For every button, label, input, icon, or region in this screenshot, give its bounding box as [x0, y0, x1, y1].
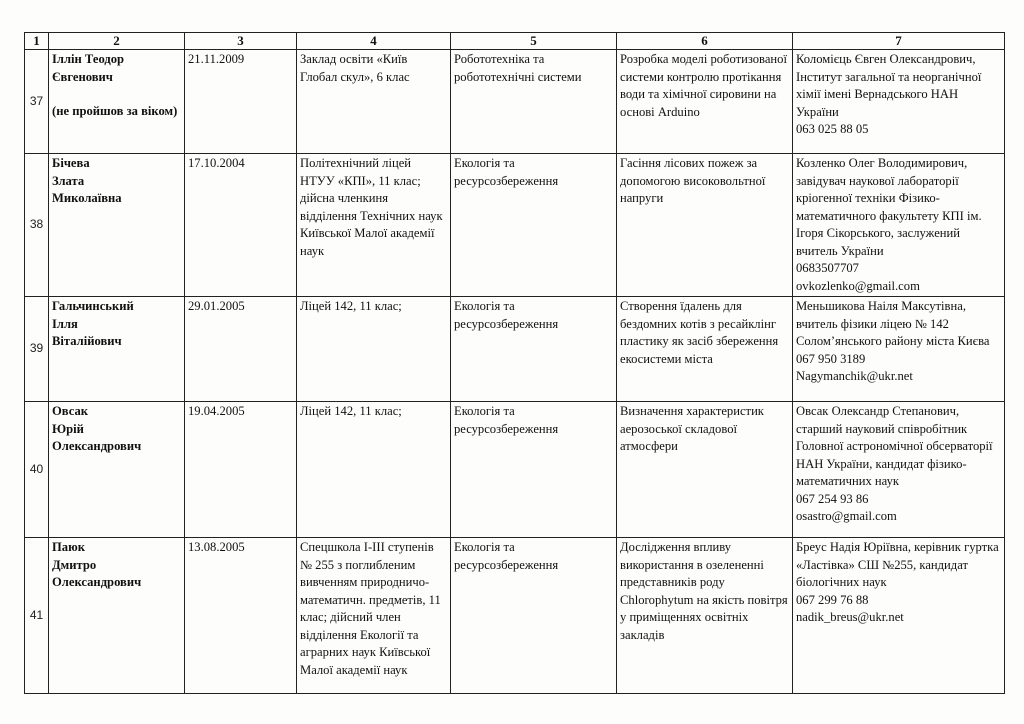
row-number: 39 [25, 297, 49, 402]
supervisor: Меньшикова Наіля Максутівна, вчитель фізики ліцею № 142 Солом’янського району міста Києва 067 950 3189 Nagymanchik@ukr.net [793, 297, 1005, 402]
participants-table [24, 32, 1005, 694]
column-header: 5 [451, 33, 617, 50]
research-topic: Створення їдалень для бездомних котів з ресайклінг пластику як засіб збереження екосистеми міста [617, 297, 793, 402]
column-header: 6 [617, 33, 793, 50]
column-header: 2 [49, 33, 185, 50]
birth-date: 29.01.2005 [185, 297, 297, 402]
name-line: Злата [52, 173, 85, 188]
row-number: 40 [25, 402, 49, 538]
name-line: Олександрович [52, 439, 142, 453]
name-line: Бічева [52, 156, 90, 170]
participant-name [49, 50, 185, 154]
birth-date: 19.04.2005 [185, 402, 297, 538]
table-row [25, 297, 1005, 402]
name-line: Миколаївна [52, 191, 122, 205]
supervisor: Бреус Надія Юріївна, керівник гуртка «Ластівка» СШ №255, кандидат біологічних наук 067 299 76 88 nadik_breus@ukr.net [793, 538, 1005, 694]
name-line: Ілля [52, 316, 78, 331]
school: Ліцей 142, 11 клас; [297, 402, 451, 538]
name-line: Овсак [52, 404, 89, 418]
header-row [25, 33, 1005, 50]
column-header: 3 [185, 33, 297, 50]
column-header: 4 [297, 33, 451, 50]
name-line: Гальчинський [52, 299, 134, 313]
birth-date: 17.10.2004 [185, 154, 297, 297]
section: Екологія та ресурсозбереження [451, 154, 617, 297]
row-number: 37 [25, 50, 49, 154]
section: Екологія та ресурсозбереження [451, 297, 617, 402]
participant-name [49, 297, 185, 402]
name-line: Євгенович [52, 69, 113, 84]
column-header: 1 [25, 33, 49, 50]
table-row [25, 538, 1005, 694]
school: Спецшкола І-ІІІ ступенів № 255 з поглибленим вивченням природничо-математичн. предметів, 11 клас; дійсний член відділення Екології та аграрних наук Київської Малої академії наук [297, 538, 451, 694]
participant-name [49, 402, 185, 538]
name-line: Іллін Теодор [52, 52, 125, 66]
research-topic: Гасіння лісових пожеж за допомогою високовольтної напруги [617, 154, 793, 297]
name-line: Віталійович [52, 334, 122, 348]
table-row [25, 402, 1005, 538]
supervisor: Козленко Олег Володимирович, завідувач наукової лабораторії кріогенної техніки Фізико-математичного факультету КПІ ім. Ігоря Сікорського, заслужений вчитель України 0683507707 ovkozlenko@gmail.com [793, 154, 1005, 297]
table-row [25, 154, 1005, 297]
school: Заклад освіти «Київ Глобал скул», 6 клас [297, 50, 451, 154]
school: Політехнічний ліцей НТУУ «КПІ», 11 клас; дійсна членкиня відділення Технічних наук Київської Малої академії наук [297, 154, 451, 297]
participant-name [49, 154, 185, 297]
school: Ліцей 142, 11 клас; [297, 297, 451, 402]
name-line: Дмитро [52, 557, 97, 572]
section: Екологія та ресурсозбереження [451, 538, 617, 694]
name-line: Олександрович [52, 575, 142, 589]
birth-date: 21.11.2009 [185, 50, 297, 154]
name-line: Юрій [52, 421, 84, 436]
research-topic: Визначення характеристик аерозоської складової атмосфери [617, 402, 793, 538]
table-row [25, 50, 1005, 154]
birth-date: 13.08.2005 [185, 538, 297, 694]
row-number: 38 [25, 154, 49, 297]
column-header: 7 [793, 33, 1005, 50]
research-topic: Дослідження впливу використання в озелененні представників роду Chlorophytum на якість повітря у приміщеннях освітніх закладів [617, 538, 793, 694]
participant-name [49, 538, 185, 694]
research-topic: Розробка моделі роботизованої системи контролю протікання води та хімічної сировини на основі Arduino [617, 50, 793, 154]
supervisor: Коломієць Євген Олександрович, Інститут загальної та неорганічної хімії імені Вернадського НАН України 063 025 88 05 [793, 50, 1005, 154]
section: Робототехніка та робототехнічні системи [451, 50, 617, 154]
section: Екологія та ресурсозбереження [451, 402, 617, 538]
name-note: (не пройшов за віком) [52, 104, 178, 118]
row-number: 41 [25, 538, 49, 694]
supervisor: Овсак Олександр Степанович, старший науковий співробітник Головної астрономічної обсерваторії НАН України, кандидат фізико-математичних наук 067 254 93 86 osastro@gmail.com [793, 402, 1005, 538]
name-line: Паюк [52, 540, 85, 554]
